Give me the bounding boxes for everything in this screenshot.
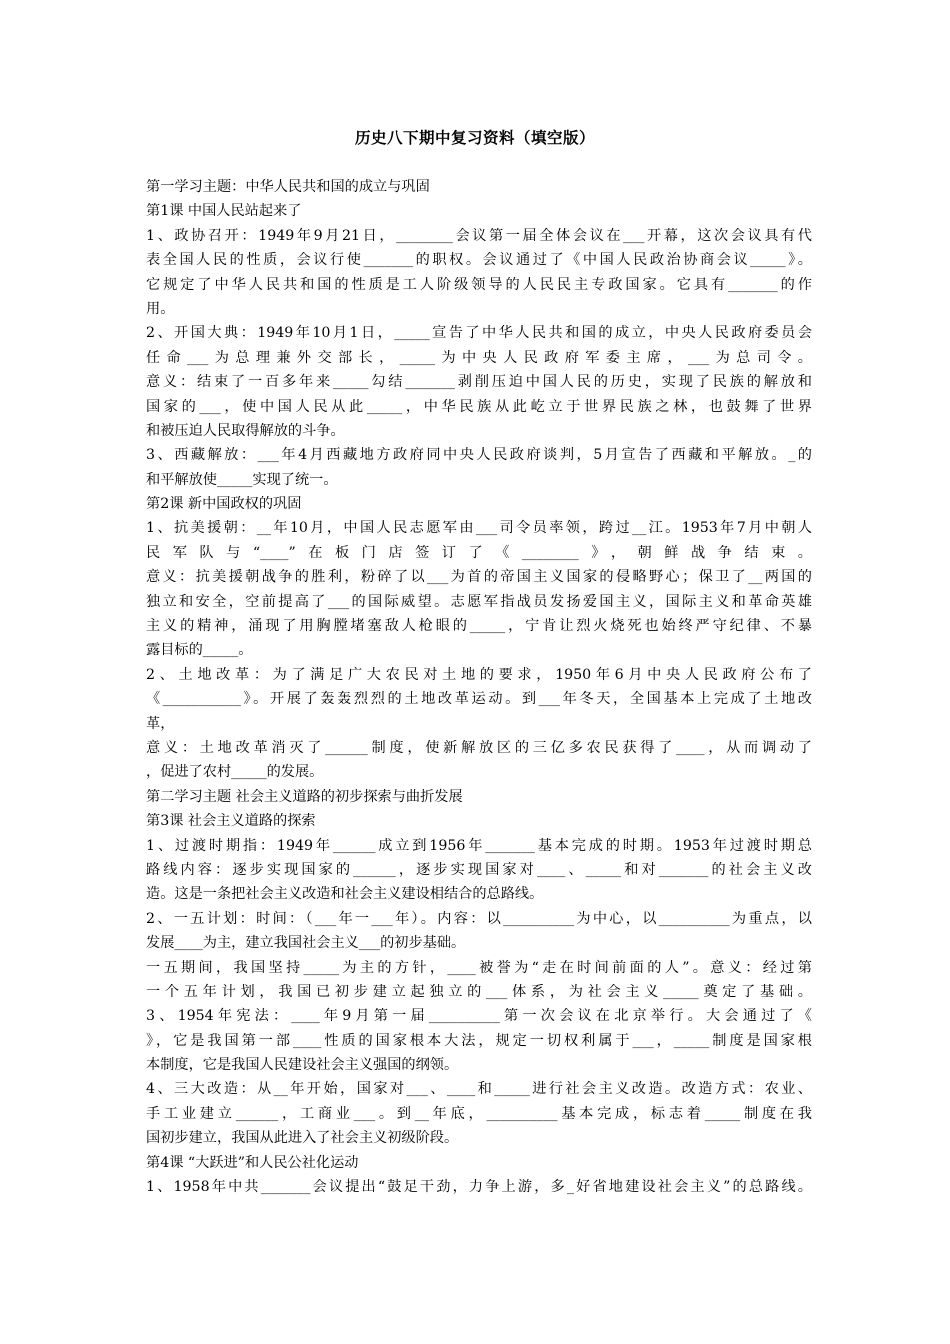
- text-line: 3、1954年宪法：____年9月第一届__________第一次会议在北京举行。大会通过了《: [146, 1008, 812, 1025]
- text-line: 表全国人民的性质，会议行使_______的职权。会议通过了《中国人民政治协商会议_____》。: [146, 252, 812, 269]
- text-line: 一个五年计划，我国已初步建立起独立的___体系，为社会主义_____奠定了基础。: [146, 983, 812, 1000]
- text-line: 露目标的_____。: [146, 642, 253, 659]
- text-line: 》，它是我国第一部____性质的国家根本大法，规定一切权利属于___，_____制度是国家根: [146, 1032, 812, 1049]
- text-line: 用。: [146, 300, 175, 317]
- text-line: 和被压迫人民取得解放的斗争。: [146, 422, 345, 439]
- text-line: 1、过渡时期指：1949年______成立到1956年_______基本完成的时期。1953年过渡时期总: [146, 837, 812, 854]
- text-line: 第4课 “大跃进”和人民公社化运动: [146, 1154, 359, 1171]
- text-line: 第1课 中国人民站起来了: [146, 203, 302, 220]
- text-line: ，促进了农村_____的发展。: [146, 764, 324, 781]
- text-line: 国家的___，使中国人民从此_____，中华民族从此屹立于世界民族之林，也鼓舞了世界: [146, 398, 812, 415]
- text-line: 独立和安全，空前提高了___的国际威望。志愿军指战员发扬爱国主义，国际主义和革命英雄: [146, 593, 812, 610]
- text-line: 发展____为主，建立我国社会主义___的初步基础。: [146, 935, 466, 952]
- document-body: [146, 175, 812, 1199]
- text-line: 一五期间，我国坚持_____为主的方针，____被誉为“走在时间前面的人”。意义：经过第: [146, 959, 812, 976]
- text-line: 意义：抗美援朝战争的胜利，粉碎了以___为首的帝国主义国家的侵略野心；保卫了__两国的: [146, 569, 812, 586]
- text-line: 2、土地改革：为了满足广大农民对土地的要求，1950年6月中央人民政府公布了: [146, 666, 812, 683]
- text-line: 手工业建立______，工商业___。到__年底，__________基本完成，标志着_____制度在我: [146, 1105, 812, 1122]
- text-line: 和平解放使_____实现了统一。: [146, 471, 338, 488]
- text-line: 本制度，它是我国人民建设社会主义强国的纲领。: [146, 1057, 459, 1074]
- text-line: 革，: [146, 715, 175, 732]
- text-line: 第3课 社会主义道路的探索: [146, 813, 316, 830]
- text-line: 意义：土地改革消灭了______制度，使新解放区的三亿多农民获得了____，从而调动了: [146, 739, 812, 756]
- text-line: 造。这是一条把社会主义改造和社会主义建设相结合的总路线。: [146, 886, 544, 903]
- text-line: 第2课 新中国政权的巩固: [146, 496, 302, 513]
- text-line: 第二学习主题 社会主义道路的初步探索与曲折发展: [146, 788, 463, 805]
- text-line: 2、开国大典：1949年10月1日，_____宣告了中华人民共和国的成立，中央人民政府委员会: [146, 325, 812, 342]
- text-line: 2、一五计划：时间：（___年一___年）。内容：以__________为中心，以__________为重点，以: [146, 910, 812, 927]
- document-title: 历史八下期中复习资料（填空版）: [354, 129, 595, 147]
- text-line: 任命___为总理兼外交部长，_____为中央人民政府军委主席，___为总司令。: [146, 349, 812, 366]
- text-line: 1、1958年中共_______会议提出“鼓足干劲，力争上游，多_好省地建设社会主义”的总路线。: [146, 1179, 812, 1196]
- text-line: 3、西藏解放：___年4月西藏地方政府同中央人民政府谈判，5月宣告了西藏和平解放。_的: [146, 447, 812, 464]
- text-line: 4、三大改造：从__年开始，国家对___、____和_____进行社会主义改造。改造方式：农业、: [146, 1081, 812, 1098]
- text-line: 路线内容：逐步实现国家的______，逐步实现国家对____、_____和对_______的社会主义改: [146, 861, 812, 878]
- text-line: 1、政协召开：1949年9月21日，________会议第一届全体会议在___开幕，这次会议具有代: [146, 227, 812, 244]
- text-line: 主义的精神，涌现了用胸膛堵塞敌人枪眼的_____，宁肯让烈火烧死也始终严守纪律、不暴: [146, 618, 812, 635]
- text-line: 民军队与“____”在板门店签订了《________》，朝鲜战争结束。: [146, 544, 812, 561]
- text-line: 第一学习主题：中华人民共和国的成立与巩固: [146, 179, 430, 195]
- text-line: 1、抗美援朝：__年10月，中国人民志愿军由___司令员率领，跨过__江。1953年7月中朝人: [146, 520, 812, 537]
- text-line: 意义：结束了一百多年来_____勾结_______剥削压迫中国人民的历史，实现了民族的解放和: [146, 374, 812, 391]
- text-line: 它规定了中华人民共和国的性质是工人阶级领导的人民民主专政国家。它具有_______的作: [146, 276, 812, 293]
- text-line: 《___________》。开展了轰轰烈烈的土地改革运动。到___年冬天，全国基本上完成了土地改: [146, 691, 812, 708]
- text-line: 国初步建立，我国从此进入了社会主义初级阶段。: [146, 1130, 459, 1147]
